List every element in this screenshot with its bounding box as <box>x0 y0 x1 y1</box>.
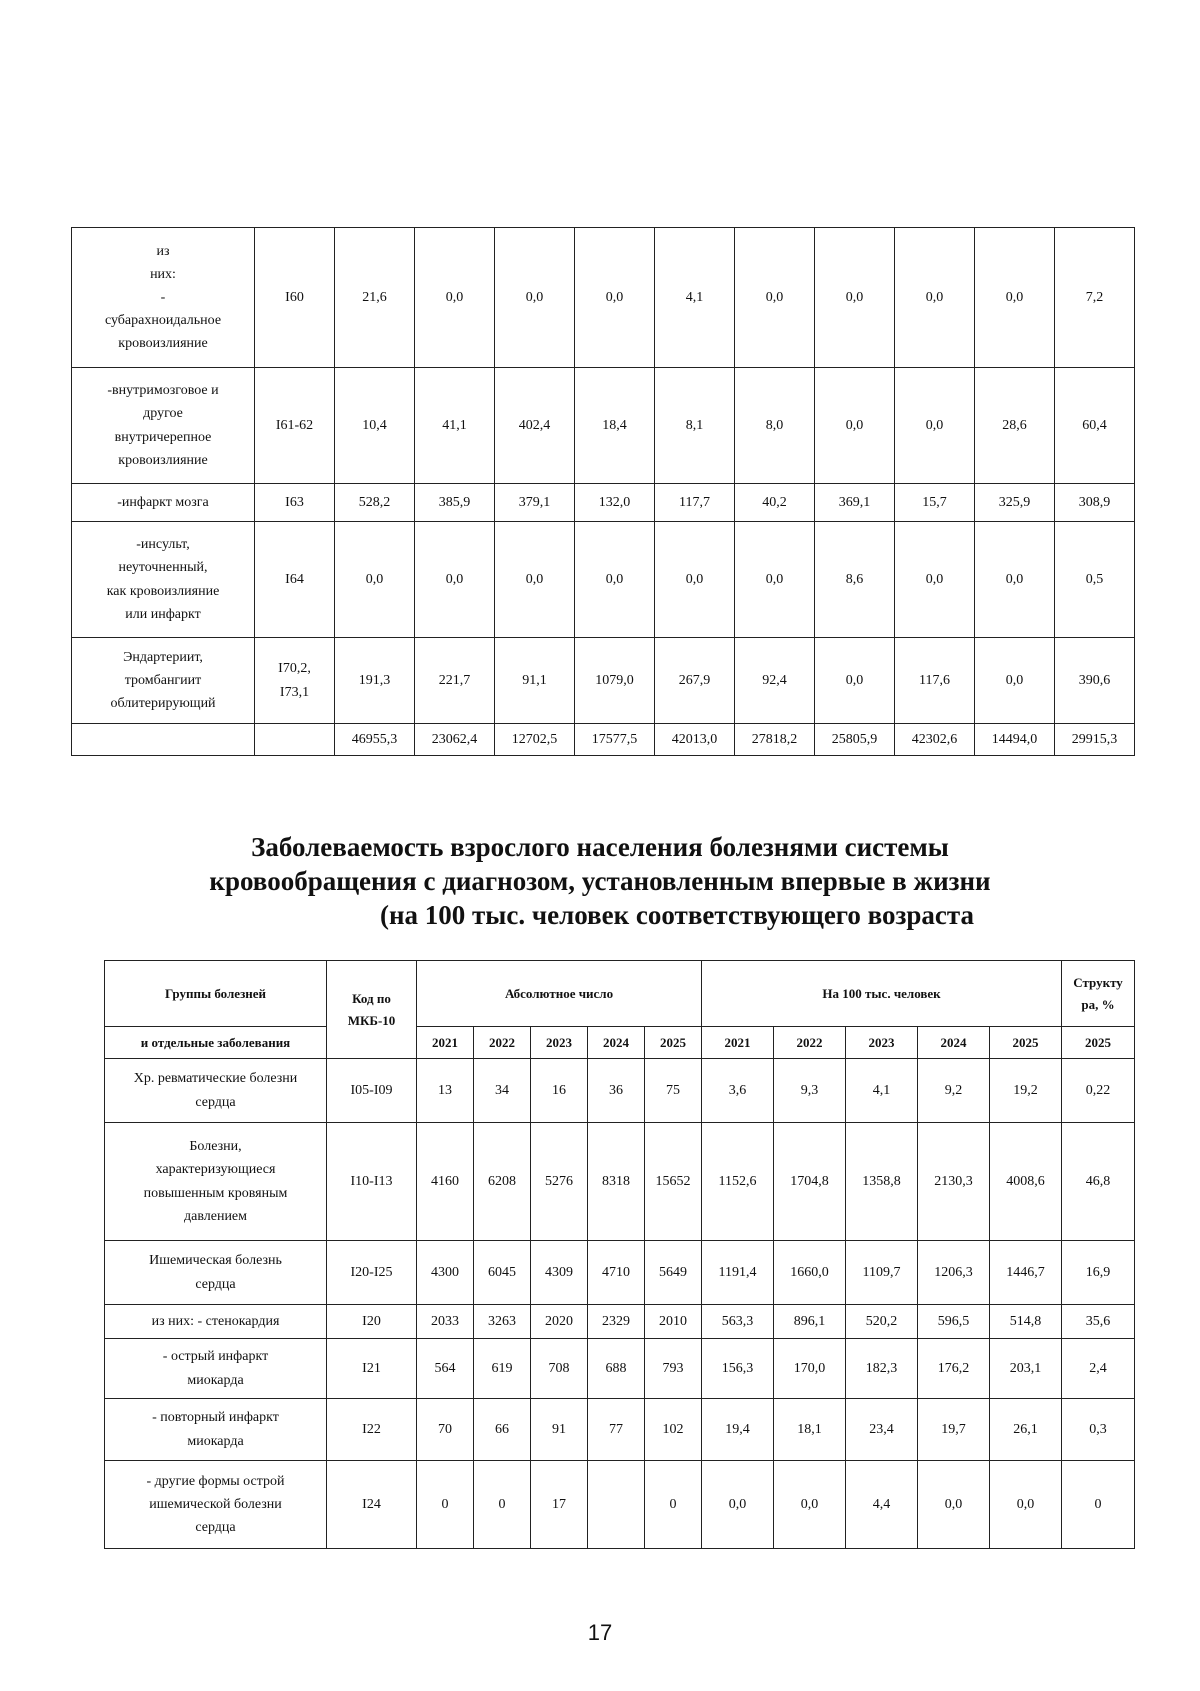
icd-code-cell <box>255 368 335 484</box>
value-cell: 0,0 <box>495 228 575 368</box>
disease-name-cell <box>72 368 255 484</box>
value-cell: 325,9 <box>975 484 1055 522</box>
cell-line: - другие формы острой <box>146 1473 285 1489</box>
value-cell: 42302,6 <box>895 724 975 756</box>
structure-value-cell: 0 <box>1062 1461 1135 1549</box>
absolute-value-cell: 4300 <box>417 1241 474 1305</box>
rate-value-cell: 156,3 <box>702 1339 774 1399</box>
table-row <box>72 368 1135 484</box>
cell-line: неуточненный, <box>118 560 208 576</box>
cell-line: них: <box>150 266 176 282</box>
header-structure-line1: Структу <box>1073 975 1123 991</box>
header-year-abs: 2022 <box>474 1027 531 1059</box>
structure-value-cell: 2,4 <box>1062 1339 1135 1399</box>
table-row <box>72 522 1135 638</box>
rate-value-cell: 19,7 <box>918 1399 990 1461</box>
absolute-value-cell: 15652 <box>645 1123 702 1241</box>
value-cell: 46955,3 <box>335 724 415 756</box>
value-cell: 12702,5 <box>495 724 575 756</box>
disease-group-cell <box>105 1461 327 1549</box>
absolute-value-cell: 4160 <box>417 1123 474 1241</box>
icd-code-cell <box>255 522 335 638</box>
rate-value-cell: 0,0 <box>774 1461 846 1549</box>
header-structure-line2: ра, % <box>1081 996 1115 1012</box>
rate-value-cell: 1446,7 <box>990 1241 1062 1305</box>
disease-group-cell <box>105 1305 327 1339</box>
absolute-value-cell: 4710 <box>588 1241 645 1305</box>
table-row <box>72 228 1135 368</box>
value-cell: 117,6 <box>895 638 975 724</box>
header-absolute: Абсолютное число <box>417 961 702 1027</box>
value-cell: 40,2 <box>735 484 815 522</box>
absolute-value-cell: 619 <box>474 1339 531 1399</box>
cell-line: сердца <box>195 1094 236 1110</box>
rate-value-cell: 514,8 <box>990 1305 1062 1339</box>
table-row <box>105 1339 1135 1399</box>
rate-value-cell: 203,1 <box>990 1339 1062 1399</box>
value-cell: 92,4 <box>735 638 815 724</box>
absolute-value-cell: 708 <box>531 1339 588 1399</box>
rate-value-cell: 23,4 <box>846 1399 918 1461</box>
header-year-rate: 2023 <box>846 1027 918 1059</box>
cell-line: I64 <box>285 571 304 587</box>
icd-code-cell: I20 <box>327 1305 417 1339</box>
incidence-table-header <box>105 961 1135 1059</box>
header-year-abs: 2025 <box>645 1027 702 1059</box>
absolute-value-cell: 688 <box>588 1339 645 1399</box>
icd-code-cell <box>255 484 335 522</box>
cell-line: - повторный инфаркт <box>152 1410 279 1426</box>
table-row <box>105 1241 1135 1305</box>
rate-value-cell: 2130,3 <box>918 1123 990 1241</box>
section-title <box>150 830 1050 932</box>
header-year-structure: 2025 <box>1062 1027 1135 1059</box>
header-groups-bottom: и отдельные заболевания <box>105 1027 327 1059</box>
disease-name-cell <box>72 724 255 756</box>
value-cell: 0,0 <box>895 368 975 484</box>
disease-group-cell <box>105 1399 327 1461</box>
cell-line: Хр. ревматические болезни <box>133 1071 298 1087</box>
value-cell: 10,4 <box>335 368 415 484</box>
incidence-table-body <box>105 1059 1135 1549</box>
value-cell: 17577,5 <box>575 724 655 756</box>
header-year-abs: 2023 <box>531 1027 588 1059</box>
cell-line: - острый инфаркт <box>162 1349 269 1365</box>
rate-value-cell: 0,0 <box>918 1461 990 1549</box>
icd-code-cell: I21 <box>327 1339 417 1399</box>
value-cell: 41,1 <box>415 368 495 484</box>
rate-value-cell: 18,1 <box>774 1399 846 1461</box>
value-cell: 25805,9 <box>815 724 895 756</box>
value-cell: 379,1 <box>495 484 575 522</box>
title-line-1: Заболеваемость взрослого населения болезнями системы <box>251 832 949 862</box>
value-cell: 42013,0 <box>655 724 735 756</box>
rate-value-cell: 3,6 <box>702 1059 774 1123</box>
value-cell: 528,2 <box>335 484 415 522</box>
cell-line: тромбангиит <box>124 672 202 688</box>
header-year-rate: 2025 <box>990 1027 1062 1059</box>
value-cell: 0,0 <box>495 522 575 638</box>
title-line-2: кровообращения с диагнозом, установленным впервые в жизни <box>209 866 991 896</box>
absolute-value-cell: 0 <box>417 1461 474 1549</box>
value-cell: 308,9 <box>1055 484 1135 522</box>
rate-value-cell: 182,3 <box>846 1339 918 1399</box>
rate-value-cell: 520,2 <box>846 1305 918 1339</box>
value-cell: 29915,3 <box>1055 724 1135 756</box>
value-cell: 4,1 <box>655 228 735 368</box>
rate-value-cell: 1206,3 <box>918 1241 990 1305</box>
icd-code-cell: I22 <box>327 1399 417 1461</box>
top-data-table <box>71 227 1135 756</box>
absolute-value-cell: 2020 <box>531 1305 588 1339</box>
value-cell: 0,0 <box>735 522 815 638</box>
rate-value-cell: 9,3 <box>774 1059 846 1123</box>
icd-code-cell: I20-I25 <box>327 1241 417 1305</box>
value-cell: 402,4 <box>495 368 575 484</box>
table-row <box>105 1059 1135 1123</box>
rate-value-cell: 4008,6 <box>990 1123 1062 1241</box>
rate-value-cell: 0,0 <box>702 1461 774 1549</box>
icd-code-cell <box>255 638 335 724</box>
value-cell: 21,6 <box>335 228 415 368</box>
cell-line: Ишемическая болезнь <box>149 1253 282 1269</box>
value-cell: 60,4 <box>1055 368 1135 484</box>
absolute-value-cell: 17 <box>531 1461 588 1549</box>
rate-value-cell: 4,4 <box>846 1461 918 1549</box>
header-structure <box>1062 961 1135 1027</box>
title-line-3: (на 100 тыс. человек соответствующего возраста <box>380 900 974 930</box>
value-cell: 28,6 <box>975 368 1055 484</box>
header-groups-top: Группы болезней <box>105 961 327 1027</box>
table-row <box>105 1305 1135 1339</box>
header-year-abs: 2021 <box>417 1027 474 1059</box>
value-cell: 0,0 <box>815 638 895 724</box>
disease-name-cell <box>72 522 255 638</box>
absolute-value-cell: 66 <box>474 1399 531 1461</box>
rate-value-cell: 19,2 <box>990 1059 1062 1123</box>
absolute-value-cell: 6208 <box>474 1123 531 1241</box>
value-cell: 91,1 <box>495 638 575 724</box>
cell-line: I60 <box>285 289 304 305</box>
cell-line: I70,2, <box>278 661 311 677</box>
value-cell: 0,0 <box>975 522 1055 638</box>
value-cell: 23062,4 <box>415 724 495 756</box>
rate-value-cell: 176,2 <box>918 1339 990 1399</box>
absolute-value-cell: 793 <box>645 1339 702 1399</box>
structure-value-cell: 0,22 <box>1062 1059 1135 1123</box>
cell-line: ишемической болезни <box>149 1496 282 1512</box>
absolute-value-cell: 34 <box>474 1059 531 1123</box>
cell-line: давлением <box>183 1208 248 1224</box>
header-code <box>327 961 417 1059</box>
icd-code-cell: I10-I13 <box>327 1123 417 1241</box>
cell-line: внутричерепное <box>114 429 212 445</box>
value-cell: 390,6 <box>1055 638 1135 724</box>
rate-value-cell: 4,1 <box>846 1059 918 1123</box>
value-cell: 117,7 <box>655 484 735 522</box>
page-number: 17 <box>587 1620 613 1645</box>
rate-value-cell: 19,4 <box>702 1399 774 1461</box>
absolute-value-cell: 13 <box>417 1059 474 1123</box>
value-cell: 27818,2 <box>735 724 815 756</box>
cell-line: кровоизлияние <box>118 336 208 352</box>
cell-line: -внутримозговое и <box>107 383 219 399</box>
cell-line: кровоизлияние <box>118 452 208 468</box>
structure-value-cell: 16,9 <box>1062 1241 1135 1305</box>
value-cell: 267,9 <box>655 638 735 724</box>
icd-code-cell <box>255 228 335 368</box>
icd-code-cell <box>255 724 335 756</box>
table-row <box>105 1461 1135 1549</box>
value-cell: 0,0 <box>415 228 495 368</box>
value-cell: 14494,0 <box>975 724 1055 756</box>
cell-line: Эндартериит, <box>123 649 203 665</box>
value-cell: 0,0 <box>975 228 1055 368</box>
absolute-value-cell: 564 <box>417 1339 474 1399</box>
absolute-value-cell: 5276 <box>531 1123 588 1241</box>
disease-group-cell <box>105 1123 327 1241</box>
value-cell: 0,0 <box>895 522 975 638</box>
absolute-value-cell: 5649 <box>645 1241 702 1305</box>
value-cell: 8,1 <box>655 368 735 484</box>
disease-group-cell <box>105 1059 327 1123</box>
value-cell: 0,0 <box>735 228 815 368</box>
rate-value-cell: 1191,4 <box>702 1241 774 1305</box>
value-cell: 369,1 <box>815 484 895 522</box>
table-row <box>72 484 1135 522</box>
cell-line: Болезни, <box>189 1139 242 1155</box>
absolute-value-cell: 70 <box>417 1399 474 1461</box>
absolute-value-cell: 75 <box>645 1059 702 1123</box>
absolute-value-cell: 91 <box>531 1399 588 1461</box>
absolute-value-cell: 2329 <box>588 1305 645 1339</box>
absolute-value-cell <box>588 1461 645 1549</box>
cell-line: характеризующиеся <box>155 1162 276 1178</box>
cell-line: повышенным кровяным <box>143 1185 288 1201</box>
value-cell: 7,2 <box>1055 228 1135 368</box>
value-cell: 0,0 <box>975 638 1055 724</box>
value-cell: 385,9 <box>415 484 495 522</box>
table-row <box>72 638 1135 724</box>
header-per100k: На 100 тыс. человек <box>702 961 1062 1027</box>
rate-value-cell: 896,1 <box>774 1305 846 1339</box>
absolute-value-cell: 0 <box>645 1461 702 1549</box>
absolute-value-cell: 36 <box>588 1059 645 1123</box>
cell-line: -инсульт, <box>136 537 190 553</box>
rate-value-cell: 563,3 <box>702 1305 774 1339</box>
top-table-body <box>72 228 1135 756</box>
table-row <box>105 1399 1135 1461</box>
absolute-value-cell: 3263 <box>474 1305 531 1339</box>
value-cell: 0,0 <box>575 522 655 638</box>
value-cell: 15,7 <box>895 484 975 522</box>
header-code-line1: Код по <box>352 991 391 1007</box>
rate-value-cell: 1660,0 <box>774 1241 846 1305</box>
value-cell: 1079,0 <box>575 638 655 724</box>
rate-value-cell: 1704,8 <box>774 1123 846 1241</box>
absolute-value-cell: 77 <box>588 1399 645 1461</box>
rate-value-cell: 596,5 <box>918 1305 990 1339</box>
cell-line: миокарда <box>187 1433 244 1449</box>
rate-value-cell: 170,0 <box>774 1339 846 1399</box>
incidence-table <box>104 960 1135 1549</box>
icd-code-cell: I24 <box>327 1461 417 1549</box>
disease-group-cell <box>105 1241 327 1305</box>
absolute-value-cell: 2033 <box>417 1305 474 1339</box>
cell-line: -инфаркт мозга <box>117 494 209 510</box>
value-cell: 0,0 <box>335 522 415 638</box>
value-cell: 132,0 <box>575 484 655 522</box>
absolute-value-cell: 2010 <box>645 1305 702 1339</box>
value-cell: 221,7 <box>415 638 495 724</box>
cell-line: - <box>160 289 166 305</box>
cell-line: миокарда <box>187 1372 244 1388</box>
icd-code-cell: I05-I09 <box>327 1059 417 1123</box>
absolute-value-cell: 8318 <box>588 1123 645 1241</box>
cell-line: I73,1 <box>279 684 310 700</box>
absolute-value-cell: 6045 <box>474 1241 531 1305</box>
disease-group-cell <box>105 1339 327 1399</box>
value-cell: 0,0 <box>655 522 735 638</box>
cell-line: из них: - стенокардия <box>151 1313 280 1329</box>
structure-value-cell: 46,8 <box>1062 1123 1135 1241</box>
disease-name-cell <box>72 228 255 368</box>
header-year-rate: 2021 <box>702 1027 774 1059</box>
cell-line: субарахноидальное <box>104 313 222 329</box>
cell-line: из <box>156 243 170 259</box>
absolute-value-cell: 4309 <box>531 1241 588 1305</box>
value-cell: 0,0 <box>815 368 895 484</box>
value-cell: 18,4 <box>575 368 655 484</box>
cell-line: сердца <box>195 1520 236 1536</box>
disease-name-cell <box>72 638 255 724</box>
header-year-rate: 2024 <box>918 1027 990 1059</box>
rate-value-cell: 1358,8 <box>846 1123 918 1241</box>
value-cell: 8,6 <box>815 522 895 638</box>
cell-line: облитерирующий <box>110 696 216 712</box>
rate-value-cell: 9,2 <box>918 1059 990 1123</box>
table-row <box>105 1123 1135 1241</box>
cell-line: I63 <box>285 494 304 510</box>
value-cell: 0,0 <box>895 228 975 368</box>
structure-value-cell: 0,3 <box>1062 1399 1135 1461</box>
value-cell: 191,3 <box>335 638 415 724</box>
rate-value-cell: 1152,6 <box>702 1123 774 1241</box>
header-code-line2: МКБ-10 <box>347 1012 396 1028</box>
absolute-value-cell: 0 <box>474 1461 531 1549</box>
cell-line: I61-62 <box>275 417 314 433</box>
value-cell: 8,0 <box>735 368 815 484</box>
cell-line: другое <box>143 406 183 422</box>
value-cell: 0,0 <box>415 522 495 638</box>
structure-value-cell: 35,6 <box>1062 1305 1135 1339</box>
rate-value-cell: 1109,7 <box>846 1241 918 1305</box>
rate-value-cell: 26,1 <box>990 1399 1062 1461</box>
value-cell: 0,0 <box>575 228 655 368</box>
absolute-value-cell: 16 <box>531 1059 588 1123</box>
cell-line: как кровоизлияние <box>106 583 220 599</box>
cell-line: или инфаркт <box>125 606 201 622</box>
header-year-abs: 2024 <box>588 1027 645 1059</box>
rate-value-cell: 0,0 <box>990 1461 1062 1549</box>
cell-line: сердца <box>195 1276 236 1292</box>
absolute-value-cell: 102 <box>645 1399 702 1461</box>
disease-name-cell <box>72 484 255 522</box>
table-row <box>72 724 1135 756</box>
value-cell: 0,0 <box>815 228 895 368</box>
value-cell: 0,5 <box>1055 522 1135 638</box>
header-year-rate: 2022 <box>774 1027 846 1059</box>
